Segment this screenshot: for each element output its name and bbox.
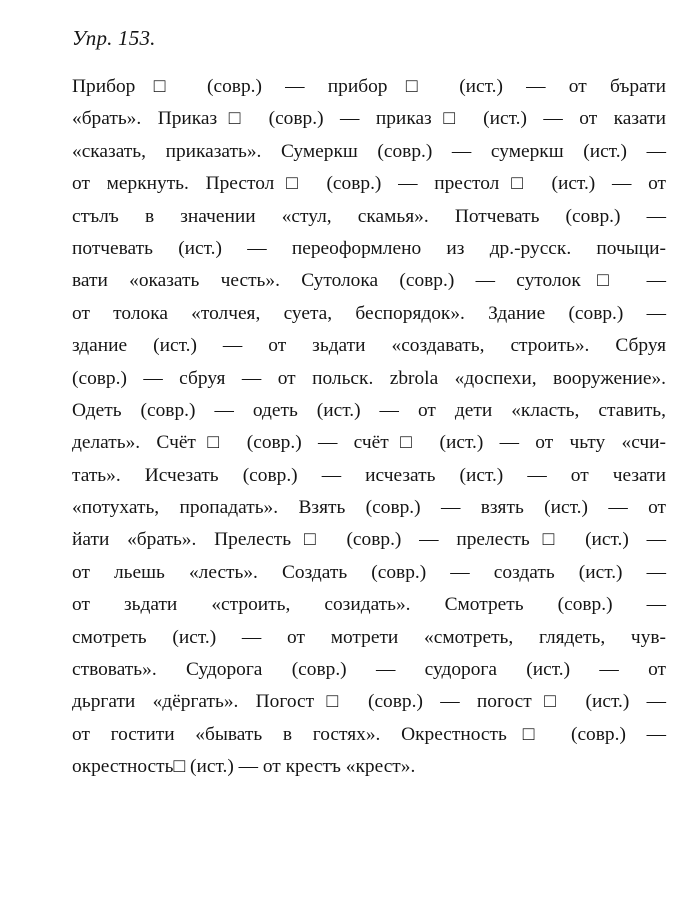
text-line: «сказать, приказать». Сумеркш (совр.) — сумеркш (ист.) — [72, 140, 666, 162]
text-line: делать». Счёт□ (совр.) — счёт□ (ист.) — от чьту «счи- [72, 432, 666, 454]
text-line: от меркнуть. Престол□ (совр.) — престол□ (ист.) — от [72, 173, 666, 195]
text-line: тать». Исчезать (совр.) — исчезать (ист.) — от чезати [72, 464, 666, 486]
text-line: дьргати «дёргать». Погост□ (совр.) — погост□ (ист.) — [72, 691, 666, 713]
text-line: от льешь «лесть». Создать (совр.) — создать (ист.) — [72, 561, 666, 583]
text-line: от толока «толчея, суета, беспорядок». Здание (совр.) — [72, 302, 666, 324]
text-line: «брать». Приказ□ (совр.) — приказ□ (ист.) — от казати [72, 108, 666, 130]
text-line: здание (ист.) — от зьдати «создавать, строить». Сбруя [72, 335, 666, 357]
text-line: (совр.) — сбруя — от польск. zbrola «доспехи, вооружение». [72, 367, 666, 389]
text-line: потчевать (ист.) — переоформлено из др.-русск. почыци- [72, 237, 666, 259]
exercise-heading: Упр. 153. [72, 26, 156, 50]
text-line: от гостити «бывать в гостях». Окрестность□ (совр.) — [72, 723, 666, 745]
text-line: Одеть (совр.) — одеть (ист.) — от дети «класть, ставить, [72, 399, 666, 421]
text-line: окрестность□ (ист.) — от крестъ «крест». [72, 756, 416, 778]
text-line: стълъ в значении «стул, скамья». Потчевать (совр.) — [72, 205, 666, 227]
text-line: «потухать, пропадать». Взять (совр.) — взять (ист.) — от [72, 497, 666, 519]
text-line: Прибор□ (совр.) — прибор□ (ист.) — от бърати [72, 76, 666, 97]
text-line: йати «брать». Прелесть□ (совр.) — прелесть□ (ист.) — [72, 529, 666, 551]
text-line: вати «оказать честь». Сутолока (совр.) — сутолок□ — [72, 270, 666, 292]
exercise-text [72, 71, 666, 784]
text-line: смотреть (ист.) — от мотрети «смотреть, глядеть, чув- [72, 626, 666, 648]
text-line: ствовать». Судорога (совр.) — судорога (ист.) — от [72, 659, 666, 681]
text-line: от зьдати «строить, созидать». Смотреть (совр.) — [72, 594, 666, 616]
